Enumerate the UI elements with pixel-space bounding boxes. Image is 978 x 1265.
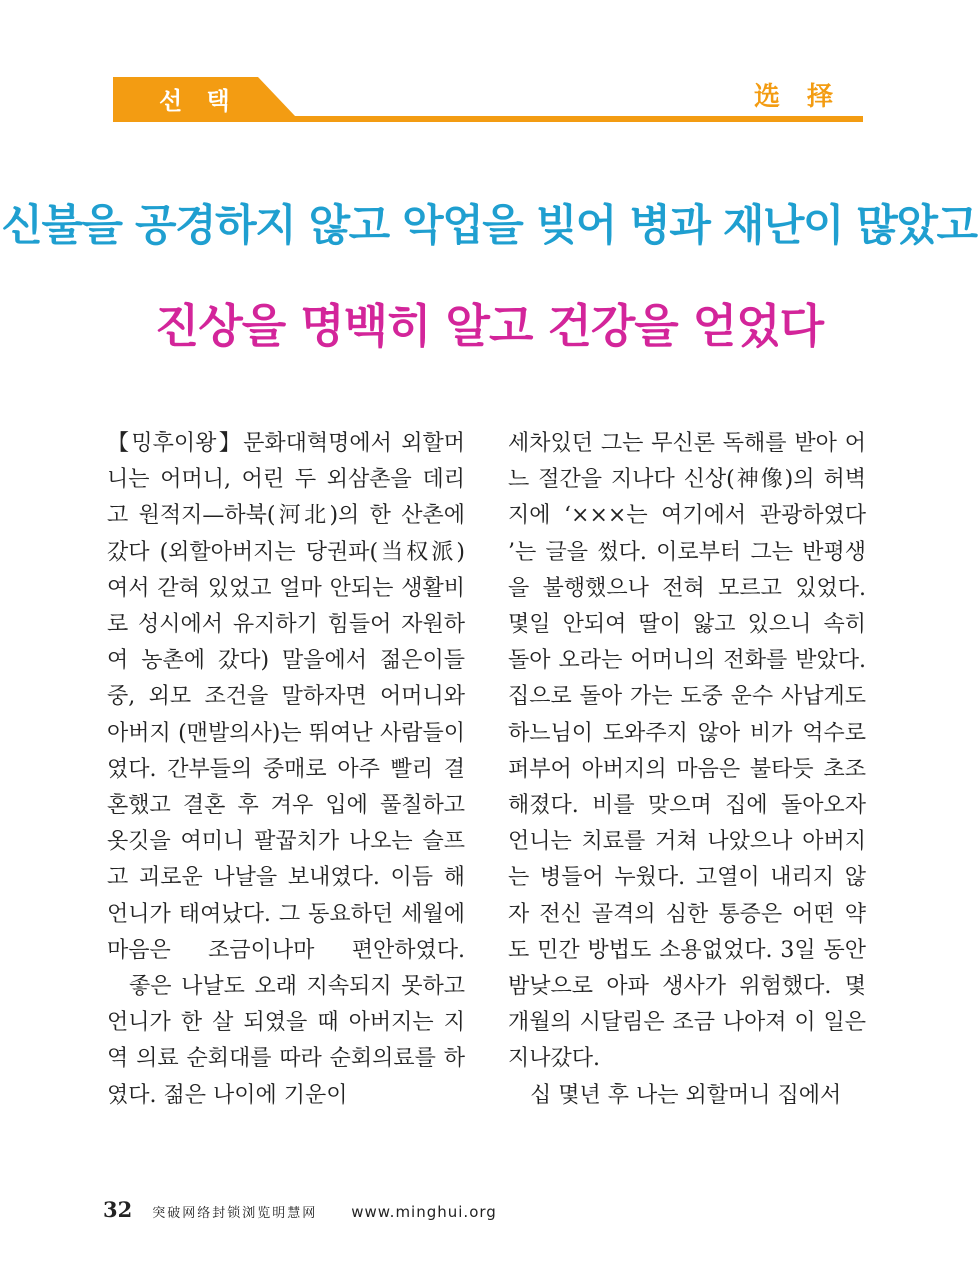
footer-url: www.minghui.org (351, 1203, 497, 1221)
page-footer (103, 1197, 497, 1227)
body-paragraph: 세차있던 그는 무신론 독해를 받아 어느 절간을 지나다 신상(神像)의 허벽지에 ‘×××는 여기에서 관광하였다 ’는 글을 썼다. 이로부터 그는 반평생을 불행했으나 전혀 모르고 있었다. 몇일 안되여 딸이 앓고 있으니 속히 돌아 오라는 어머니의 전화를 받았다. 집으로 돌아 가는 도중 운수 사납게도 하느님이 도와주지 않아 비가 억수로 퍼부어 아버지의 마음은 불타듯 초조해졌다. 비를 맞으며 집에 돌아오자 언니는 치료를 거쳐 나았으나 아버지는 병들어 누웠다. 고열이 내리지 않자 전신 골격의 심한 통증은 어떤 약도 민간 방법도 소용없었다. 3일 동안 밤낮으로 아파 생사가 위험했다. 몇 개월의 시달림은 조금 나아져 이 일은 지나갔다. (508, 431, 866, 1072)
body-column-right (508, 426, 866, 1114)
section-tab-label: 선 택 (159, 87, 238, 115)
footer-site-name: 突破网络封锁浏览明慧网 (152, 1206, 318, 1221)
page-header (0, 0, 978, 130)
body-column-left (107, 426, 465, 1114)
section-tab (113, 77, 295, 116)
body-paragraph: 【밍후이왕】문화대혁명에서 외할머니는 어머니, 어린 두 외삼촌을 데리고 원적지—하북(河北)의 한 산촌에 갔다 (외할아버지는 당권파(当权派)여서 갇혀 있었고 얼마 안되는 생활비로 성시에서 유지하기 힘들어 자원하여 농촌에 갔다) 말을에서 젊은이들 중, 외모 조건을 말하자면 어머니와 아버지 (맨발의사)는 뛰여난 사람들이였다. 간부들의 중매로 아주 빨리 결혼했고 결혼 후 겨우 입에 풀칠하고 옷깃을 여미니 팔꿉치가 나오는 슬프고 괴로운 나날을 보내였다. 이듬 해 언니가 태여났다. 그 동요하던 세월에 마음은 조금이나마 편안하였다. (107, 431, 465, 963)
section-label-chinese: 选 择 (753, 82, 842, 112)
article-title-line-1: 신불을 공경하지 않고 악업을 빚어 병과 재난이 많았고 (1, 201, 977, 251)
body-paragraph: 십 몇년 후 나는 외할머니 집에서 (530, 1082, 842, 1108)
article-title-line-2: 진상을 명백히 알고 건강을 얻었다 (154, 299, 824, 353)
body-paragraph: 좋은 나날도 오래 지속되지 못하고 언니가 한 살 되였을 때 아버지는 지역 의료 순회대를 따라 순회의료를 하였다. 젊은 나이에 기운이 (107, 974, 465, 1108)
header-rule (113, 116, 863, 122)
page-number: 32 (103, 1197, 133, 1222)
